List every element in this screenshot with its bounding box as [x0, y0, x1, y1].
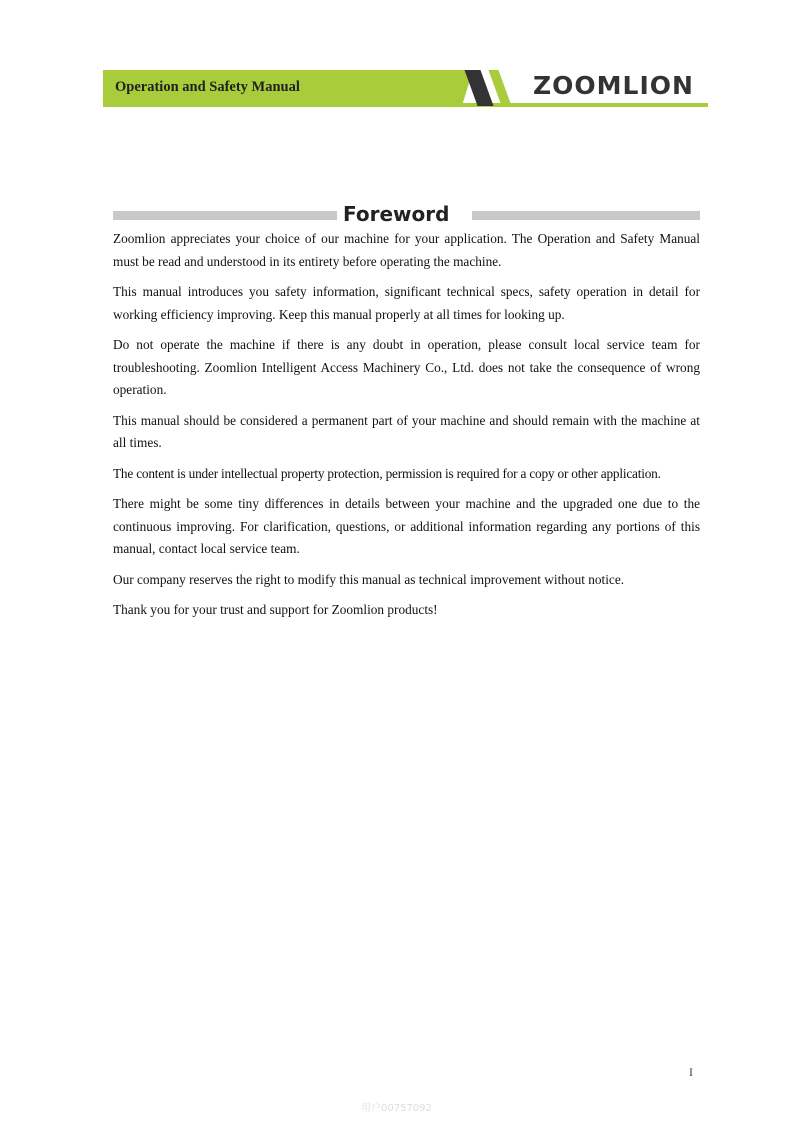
paragraph: Zoomlion appreciates your choice of our machine for your application. The Operation and Safety Manual must be read and understood in its entirety before operating the machine.: [113, 231, 700, 269]
paragraph: Thank you for your trust and support for Zoomlion products!: [113, 602, 438, 617]
page-header: [103, 70, 708, 108]
paragraph: This manual introduces you safety information, significant technical specs, safety operation in detail for working efficiency improving. Keep this manual properly at all times for looking up.: [113, 284, 700, 322]
paragraph: Do not operate the machine if there is any doubt in operation, please consult local service team for troubleshooting. Zoomlion Intelligent Access Machinery Co., Ltd. does not take the consequence of wrong operation.: [113, 337, 700, 397]
watermark: 用户00757092: [361, 1103, 432, 1114]
zoomlion-logo: ZOOMLION: [533, 71, 694, 100]
page-number: I: [689, 1065, 693, 1079]
paragraph: Our company reserves the right to modify this manual as technical improvement without notice.: [113, 571, 625, 587]
heading-bar-left: [113, 211, 337, 220]
paragraph: There might be some tiny differences in details between your machine and the upgraded one due to the continuous improving. For clarification, questions, or additional information regarding any portions of this manual, contact local service team.: [113, 496, 700, 556]
paragraph: The content is under intellectual property protection, permission is required for a copy or other application.: [113, 465, 661, 481]
manual-title: Operation and Safety Manual: [115, 79, 300, 95]
foreword-body: [113, 228, 700, 630]
section-heading: [113, 202, 700, 226]
section-title: Foreword: [343, 202, 450, 226]
logo-slash-icon: [464, 70, 493, 106]
heading-bar-right: [472, 211, 700, 220]
paragraph: This manual should be considered a permanent part of your machine and should remain with the machine at all times.: [113, 412, 700, 450]
